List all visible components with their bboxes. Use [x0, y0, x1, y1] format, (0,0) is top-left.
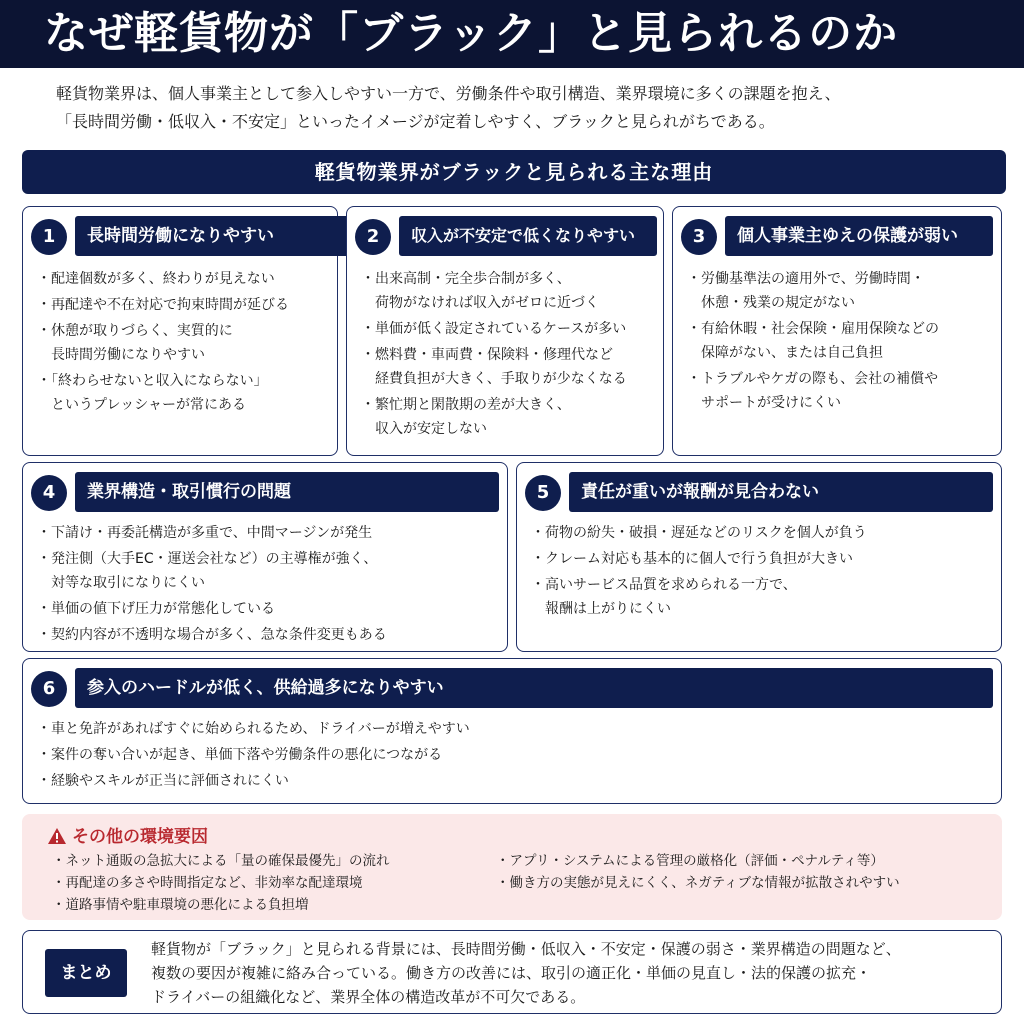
- other-factors-title: [48, 822, 208, 847]
- reason-card-3: [672, 206, 1002, 456]
- list-item: [37, 769, 470, 793]
- list-item: [361, 317, 627, 341]
- list-item-text: ・案件の奪い合いが起き、単価下落や労働条件の悪化につながる: [37, 747, 443, 763]
- list-item-text: ・有給休暇・社会保険・雇用保険などの: [687, 321, 939, 337]
- list-item: [687, 267, 939, 315]
- summary-line: ドライバーの組織化など、業界全体の構造改革が不可欠である。: [151, 988, 586, 1006]
- list-item: [37, 521, 387, 545]
- page-title: なぜ軽貨物が「ブラック」と見られるのか: [44, 8, 899, 59]
- other-factors-left: [52, 850, 390, 916]
- list-item: [37, 293, 289, 317]
- summary-line: 複数の要因が複雑に絡み合っている。働き方の改善には、取引の適正化・単価の見直し・法的保護の拡充・: [151, 964, 872, 982]
- reason-card-1: [22, 206, 338, 456]
- reason-list: [37, 521, 387, 649]
- list-item: ・再配達の多さや時間指定など、非効率な配達環境: [52, 875, 363, 891]
- list-item: [361, 343, 627, 391]
- reason-number: 4: [31, 475, 67, 511]
- list-item-text: ・経験やスキルが正当に評価されにくい: [37, 773, 289, 789]
- list-item-text: ・下請け・再委託構造が多重で、中間マージンが発生: [37, 525, 373, 541]
- intro-line: 「長時間労働・低収入・不安定」といったイメージが定着しやすく、ブラックと見られがちである。: [56, 112, 775, 131]
- list-item: ・働き方の実態が見えにくく、ネガティブな情報が拡散されやすい: [496, 875, 900, 891]
- list-item-continuation: サポートが受けにくい: [701, 395, 841, 411]
- list-item-continuation: というプレッシャーが常にある: [51, 397, 247, 413]
- list-item-continuation: 報酬は上がりにくい: [545, 601, 671, 617]
- list-item-text: ・休憩が取りづらく、実質的に: [37, 323, 233, 339]
- list-item: [37, 267, 289, 291]
- reason-card-5: [516, 462, 1002, 652]
- other-factors-right: [496, 850, 900, 894]
- reason-card-2: [346, 206, 664, 456]
- reason-card-4: [22, 462, 508, 652]
- list-item: [531, 547, 867, 571]
- list-item-text: ・単価の値下げ圧力が常態化している: [37, 601, 275, 617]
- list-item: [37, 743, 470, 767]
- list-item-continuation: 休憩・残業の規定がない: [701, 295, 855, 311]
- reason-list: [37, 717, 470, 795]
- list-item-continuation: 保障がない、または自己負担: [701, 345, 883, 361]
- list-item: [361, 393, 627, 441]
- reason-list: [37, 267, 289, 419]
- list-item: [37, 369, 289, 417]
- list-item: [37, 547, 387, 595]
- reason-number: 1: [31, 219, 67, 255]
- list-item-text: ・配達個数が多く、終わりが見えない: [37, 271, 275, 287]
- list-item-text: ・発注側（大手EC・運送会社など）の主導権が強く、: [37, 551, 378, 567]
- list-item-text: ・荷物の紛失・破損・遅延などのリスクを個人が負う: [531, 525, 867, 541]
- warning-icon: [48, 828, 66, 844]
- other-factors-label: その他の環境要因: [72, 827, 208, 847]
- list-item: [37, 717, 470, 741]
- reason-number: 3: [681, 219, 717, 255]
- list-item: [37, 623, 387, 647]
- reason-list: [531, 521, 867, 623]
- list-item-text: ・「終わらせないと収入にならない」: [37, 373, 268, 389]
- reason-heading: 長時間労働になりやすい: [75, 216, 353, 256]
- list-item-text: ・契約内容が不透明な場合が多く、急な条件変更もある: [37, 627, 387, 643]
- list-item-text: ・単価が低く設定されているケースが多い: [361, 321, 627, 337]
- reason-number: 2: [355, 219, 391, 255]
- list-item-text: ・燃料費・車両費・保険料・修理代など: [361, 347, 613, 363]
- list-item-text: ・繁忙期と閑散期の差が大きく、: [361, 397, 571, 413]
- title-bar: [0, 0, 1024, 68]
- reason-number: 6: [31, 671, 67, 707]
- list-item-continuation: 対等な取引になりにくい: [51, 575, 205, 591]
- list-item: ・道路事情や駐車環境の悪化による負担増: [52, 897, 309, 913]
- other-factors-box: [22, 814, 1002, 920]
- reason-number: 5: [525, 475, 561, 511]
- reason-list: [361, 267, 627, 443]
- list-item: [531, 521, 867, 545]
- reason-heading: 収入が不安定で低くなりやすい: [399, 216, 657, 256]
- list-item: ・ネット通販の急拡大による「量の確保最優先」の流れ: [52, 853, 390, 869]
- list-item-continuation: 長時間労働になりやすい: [51, 347, 205, 363]
- list-item-text: ・高いサービス品質を求められる一方で、: [531, 577, 797, 593]
- list-item-text: ・車と免許があればすぐに始められるため、ドライバーが増えやすい: [37, 721, 470, 737]
- list-item-continuation: 経費負担が大きく、手取りが少なくなる: [375, 371, 627, 387]
- list-item: [361, 267, 627, 315]
- summary-badge: まとめ: [45, 949, 127, 997]
- list-item-text: ・出来高制・完全歩合制が多く、: [361, 271, 571, 287]
- list-item: [37, 319, 289, 367]
- list-item: [531, 573, 867, 621]
- list-item: [37, 597, 387, 621]
- list-item-continuation: 収入が安定しない: [375, 421, 487, 437]
- section-heading: 軽貨物業界がブラックと見られる主な理由: [22, 150, 1006, 194]
- list-item: [687, 317, 939, 365]
- list-item: [687, 367, 939, 415]
- list-item-text: ・トラブルやケガの際も、会社の補償や: [687, 371, 939, 387]
- list-item-text: ・クレーム対応も基本的に個人で行う負担が大きい: [531, 551, 853, 567]
- reason-list: [687, 267, 939, 417]
- list-item-text: ・労働基準法の適用外で、労働時間・: [687, 271, 925, 287]
- list-item-text: ・再配達や不在対応で拘束時間が延びる: [37, 297, 289, 313]
- summary-box: [22, 930, 1002, 1014]
- reason-heading: 責任が重いが報酬が見合わない: [569, 472, 993, 512]
- list-item: ・アプリ・システムによる管理の厳格化（評価・ペナルティ等）: [496, 853, 884, 869]
- intro-text: [56, 80, 996, 136]
- summary-text: [151, 937, 991, 1009]
- list-item-continuation: 荷物がなければ収入がゼロに近づく: [375, 295, 599, 311]
- reason-heading: 業界構造・取引慣行の問題: [75, 472, 499, 512]
- intro-line: 軽貨物業界は、個人事業主として参入しやすい一方で、労働条件や取引構造、業界環境に多くの課題を抱え、: [56, 84, 841, 103]
- reason-card-6: [22, 658, 1002, 804]
- summary-line: 軽貨物が「ブラック」と見られる背景には、長時間労働・低収入・不安定・保護の弱さ・業界構造の問題など、: [151, 940, 901, 958]
- reason-heading: 個人事業主ゆえの保護が弱い: [725, 216, 993, 256]
- reason-heading: 参入のハードルが低く、供給過多になりやすい: [75, 668, 993, 708]
